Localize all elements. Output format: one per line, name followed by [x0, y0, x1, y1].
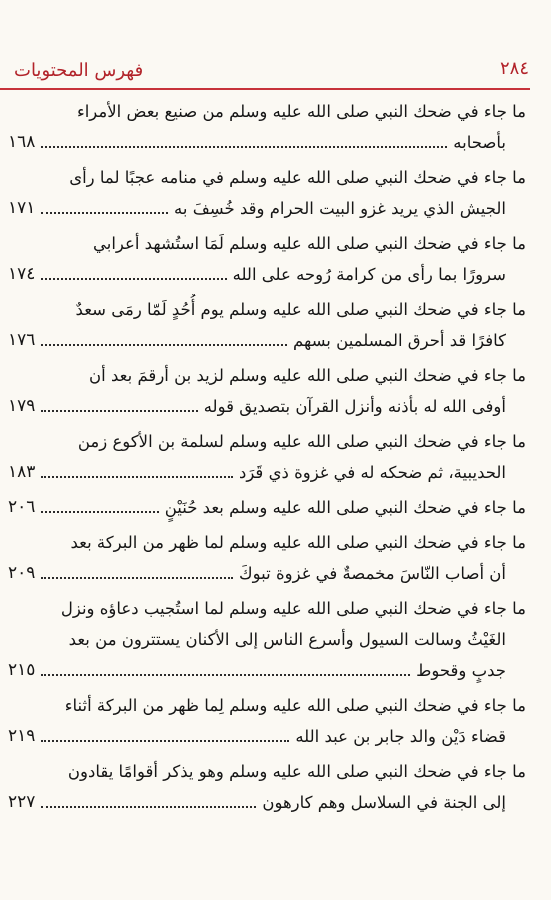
toc-page-number: ١٨٣ [8, 462, 36, 482]
toc-entry-text: ما جاء في ضحك النبي صلى الله عليه وسلم لما ظهر من البركة بعد [70, 533, 526, 552]
toc-entry-line [8, 96, 526, 127]
toc-page-number: ٢١٩ [8, 726, 36, 746]
running-title: فهرس المحتويات [14, 60, 144, 81]
dot-leader [41, 344, 287, 346]
toc-page-number: ٢٢٧ [8, 792, 36, 812]
toc-page-number: ١٦٨ [8, 132, 36, 152]
toc-entry [8, 426, 526, 488]
toc-entry-text: ما جاء في ضحك النبي صلى الله عليه وسلم يوم أُحُدٍ لَمّا رمَى سعدٌ [75, 300, 526, 319]
toc-entry [8, 360, 526, 422]
toc-entry-last-line [8, 492, 526, 523]
dot-leader [41, 806, 256, 808]
page-number: ٢٨٤ [500, 58, 530, 79]
toc-entry-text: ما جاء في ضحك النبي صلى الله عليه وسلم بعد حُنَيْنٍ [164, 498, 526, 517]
toc-entry-last-line [8, 457, 526, 488]
dot-leader [41, 476, 233, 478]
toc-entry-last-line [8, 127, 526, 158]
toc-entry-last-line [8, 325, 526, 356]
toc-entry-last-line [8, 787, 526, 818]
toc-entry-text: أن أصاب النّاسَ مخمصةٌ في غزوة تبوكَ [239, 564, 506, 583]
toc-entry-text: الغَيْثُ وسالت السيول وأسرع الناس إلى الأكنان يستترون من بعد [68, 630, 506, 649]
toc-entry-text: إلى الجنة في السلاسل وهم كارهون [262, 793, 506, 812]
toc-entry-line [8, 426, 526, 457]
toc-entry-text: الجيش الذي يريد غزو البيت الحرام وقد خُسِفَ به [174, 199, 506, 218]
toc-entry-text: جدبٍ وقحوط [416, 661, 506, 680]
toc-page-number: ١٧١ [8, 198, 36, 218]
toc-entry-text: قضاء دَيْن والد جابر بن عبد الله [295, 727, 506, 746]
toc-entry-text: أوفى الله له بأذنه وأنزل القرآن بتصديق قوله [203, 397, 506, 416]
toc-entry [8, 162, 526, 224]
toc-entry-text: ما جاء في ضحك النبي صلى الله عليه وسلم لَمَا استُشهد أعرابي [92, 234, 526, 253]
toc-entry-line [8, 756, 526, 787]
toc-entry-last-line [8, 721, 526, 752]
toc-entry-text: ما جاء في ضحك النبي صلى الله عليه وسلم لزيد بن أرقمَ بعد أن [89, 366, 526, 385]
toc-entry-text: ما جاء في ضحك النبي صلى الله عليه وسلم لِما ظهر من البركة أثناء [64, 696, 526, 715]
toc-page-number: ٢٠٦ [8, 497, 36, 517]
toc-page-number: ١٧٤ [8, 264, 36, 284]
toc-entry-line [8, 294, 526, 325]
toc-entry-last-line [8, 193, 526, 224]
toc-entry-text: ما جاء في ضحك النبي صلى الله عليه وسلم في منامه عجبًا لما رأى [69, 168, 526, 187]
dot-leader [41, 146, 447, 148]
dot-leader [41, 212, 168, 214]
toc-page-number: ٢٠٩ [8, 563, 36, 583]
toc-entry-text: بأصحابه [453, 133, 506, 152]
toc-page-number: ٢١٥ [8, 660, 36, 680]
toc-entry [8, 294, 526, 356]
toc-entry [8, 492, 526, 523]
toc-entry-line [8, 360, 526, 391]
toc-entry-text: ما جاء في ضحك النبي صلى الله عليه وسلم لسلمة بن الأكوع زمن [77, 432, 526, 451]
dot-leader [41, 410, 197, 412]
toc-entry [8, 593, 526, 686]
toc-entry-text: كافرًا قد أحرق المسلمين بسهم [293, 331, 506, 350]
dot-leader [41, 278, 226, 280]
dot-leader [41, 740, 289, 742]
toc-entry-text: ما جاء في ضحك النبي صلى الله عليه وسلم وهو يذكر أقوامًا يقادون [67, 762, 526, 781]
toc-entry [8, 96, 526, 158]
toc-entry [8, 690, 526, 752]
entry-spacer [8, 818, 526, 822]
toc-entry-text: ما جاء في ضحك النبي صلى الله عليه وسلم لما استُجيب دعاؤه ونزل [60, 599, 526, 618]
header-divider [0, 88, 530, 90]
toc-entry-text: الحديبية، ثم ضحكه له في غزوة ذي قَرَد [238, 463, 506, 482]
toc-entry-line [8, 162, 526, 193]
toc-entry-line [8, 624, 526, 655]
toc-entry-last-line [8, 391, 526, 422]
dot-leader [41, 674, 410, 676]
toc-entry-line [8, 228, 526, 259]
toc-entry [8, 527, 526, 589]
toc-entry-line [8, 690, 526, 721]
toc-entry-line [8, 593, 526, 624]
toc-page-number: ١٧٩ [8, 396, 36, 416]
toc-entry-text: سرورًا بما رأى من كرامة رُوحه على الله [232, 265, 506, 284]
dot-leader [41, 577, 233, 579]
toc-entry-line [8, 527, 526, 558]
toc-entry-last-line [8, 558, 526, 589]
page-header [0, 0, 551, 92]
toc-entry [8, 228, 526, 290]
table-of-contents [8, 96, 526, 822]
dot-leader [41, 511, 158, 513]
toc-page-number: ١٧٦ [8, 330, 36, 350]
toc-entry-last-line [8, 655, 526, 686]
toc-entry-text: ما جاء في ضحك النبي صلى الله عليه وسلم من صنيع بعض الأمراء [76, 102, 526, 121]
toc-entry [8, 756, 526, 818]
toc-entry-last-line [8, 259, 526, 290]
